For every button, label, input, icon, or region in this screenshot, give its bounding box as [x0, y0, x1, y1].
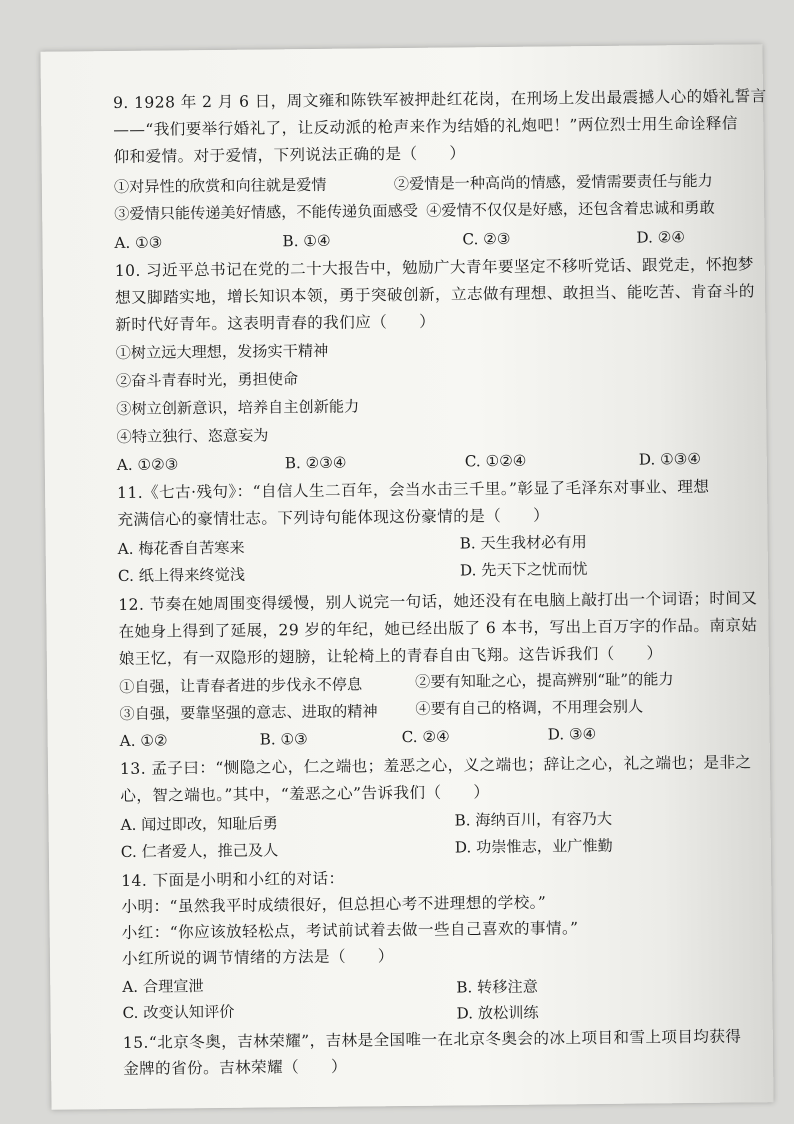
question-10-choice-c[interactable]: C. ①②④	[464, 451, 527, 471]
question-15-stem-line-1: 15.“北京冬奥，吉林荣耀”，吉林是全国唯一在北京冬奥会的冰上项目和雪上项目均获得	[122, 1027, 742, 1053]
question-10-stem-line-1: 10. 习近平总书记在党的二十大报告中，勉励广大青年要坚定不移听党话、跟党走，怀抱梦	[114, 255, 754, 281]
exam-content	[112, 44, 767, 1078]
question-11-choice-a[interactable]: A. 梅花香自苦寒来	[117, 538, 245, 559]
question-11-choice-d[interactable]: D. 先天下之忧而忧	[459, 560, 588, 580]
question-12-stem-line-2: 在她身上得到了延展，29 岁的年纪，她已经出版了 6 本书，写出上百万字的作品。南京姑	[118, 616, 758, 642]
question-14-choice-c[interactable]: C. 改变认知评价	[122, 1002, 235, 1023]
question-10-choice-b[interactable]: B. ②③④	[284, 453, 347, 473]
question-13-stem-line-2: 心，智之端也。”其中，“羞恶之心”告诉我们（ ）	[120, 783, 490, 806]
question-9-choice-b[interactable]: B. ①④	[282, 231, 331, 251]
question-10-item-3: ③树立创新意识，培养自主创新能力	[116, 397, 360, 419]
question-10-stem-line-3: 新时代好青年。这表明青春的我们应（ ）	[115, 312, 436, 335]
question-12-item-2: ②要有知耻之心，提高辨别“耻”的能力	[415, 670, 674, 691]
question-13-choice-b[interactable]: B. 海纳百川，有容乃大	[454, 809, 613, 830]
question-14-dialog-xiaohong: 小红：“你应该放轻松点，考试前试着去做一些自己喜欢的事情。”	[121, 919, 579, 943]
question-13-choice-d[interactable]: D. 功崇惟志，业广惟勤	[454, 836, 613, 857]
question-12-choice-d[interactable]: D. ③④	[547, 725, 597, 744]
question-14-stem-line-1: 14. 下面是小明和小红的对话：	[121, 869, 345, 891]
question-12-choice-b[interactable]: B. ①③	[259, 730, 308, 749]
question-13-stem-line-1: 13. 孟子曰：“恻隐之心，仁之端也；羞恶之心，义之端也；辞让之心，礼之端也；是非之	[119, 753, 752, 779]
question-9-item-4: ④爱情不仅仅是好感，还包含着忠诚和勇敢	[426, 198, 715, 220]
question-12-item-1: ①自强，让青春者进的步伐永不停息	[119, 675, 363, 697]
question-12-choice-c[interactable]: C. ②④	[401, 727, 450, 747]
question-14-choice-d[interactable]: D. 放松训练	[456, 1003, 539, 1023]
question-10-item-2: ②奋斗青春时光，勇担使命	[115, 370, 299, 391]
question-9	[112, 44, 767, 253]
question-12-stem-line-1: 12. 节奏在她周围变得缓慢，别人说完一句话，她还没有在电脑上敲打出一个词语；时间又	[118, 589, 758, 615]
question-10-choice-a[interactable]: A. ①②③	[116, 455, 179, 475]
question-11-choice-c[interactable]: C. 纸上得来终觉浅	[117, 565, 246, 586]
question-11-choice-b[interactable]: B. 天生我材必有用	[459, 533, 587, 553]
question-10-item-4: ④特立独行、恣意妄为	[116, 426, 269, 447]
question-14-choice-b[interactable]: B. 转移注意	[456, 977, 538, 997]
question-9-choice-d[interactable]: D. ②④	[636, 228, 686, 247]
question-14-choice-a[interactable]: A. 合理宣泄	[122, 977, 204, 997]
question-14-dialog-xiaoming: 小明：“虽然我平时成绩很好，但总担心考不进理想的学校。”	[121, 893, 547, 917]
question-11-stem-line-2: 充满信心的豪情壮志。下列诗句能体现这份豪情的是（ ）	[117, 506, 550, 530]
question-15-stem-line-2: 金牌的省份。吉林荣耀（ ）	[123, 1057, 348, 1078]
question-12-stem-line-3: 娘王忆，有一双隐形的翅膀，让轮椅上的青春自由飞翔。这告诉我们（ ）	[118, 644, 663, 669]
exam-page	[40, 44, 773, 1110]
question-10-choice-d[interactable]: D. ①③④	[638, 449, 702, 469]
question-12-choice-a[interactable]: A. ①②	[119, 731, 168, 751]
question-9-item-3: ③爱情只能传递美好情感，不能传递负面感受	[114, 201, 419, 224]
question-10-stem-line-2: 想又脚踏实地，增长知识本领，勇于突破创新，立志做有理想、敢担当、能吃苦、肯奋斗的	[114, 282, 755, 308]
question-13-choice-a[interactable]: A. 闻过即改，知耻后勇	[120, 814, 278, 835]
question-12-item-4: ④要有自己的格调，不用理会别人	[415, 697, 644, 718]
question-14-stem-line-4: 小红所说的调节情绪的方法是（ ）	[121, 947, 394, 969]
question-11-stem-line-1: 11.《七古·残句》：“自信人生二百年，会当水击三千里。”彰显了毛泽东对事业、理想	[117, 477, 710, 503]
question-9-stem-line-2: ——“我们要举行婚礼了，让反动派的枪声来作为结婚的礼炮吧！”两位烈士用生命诠释信	[113, 114, 738, 140]
question-10-item-1: ①树立远大理想，发扬实干精神	[115, 341, 329, 363]
question-9-choice-c[interactable]: C. ②③	[462, 229, 511, 249]
question-9-item-2: ②爱情是一种高尚的情感，爱情需要责任与能力	[393, 171, 713, 194]
question-9-item-1: ①对异性的欣赏和向往就是爱情	[113, 175, 327, 197]
question-9-stem-line-3: 仰和爱情。对于爱情，下列说法正确的是（ ）	[113, 144, 466, 167]
question-13-choice-c[interactable]: C. 仁者爱人，推己及人	[120, 841, 279, 862]
question-9-stem-line-1: 9. 1928 年 2 月 6 日，周文雍和陈铁军被押赴红花岗，在刑场上发出最震撼人心的婚礼誓言	[112, 87, 767, 113]
question-12-item-3: ③自强，要靠坚强的意志、进取的精神	[119, 702, 378, 724]
question-9-choice-a[interactable]: A. ①③	[114, 233, 163, 253]
